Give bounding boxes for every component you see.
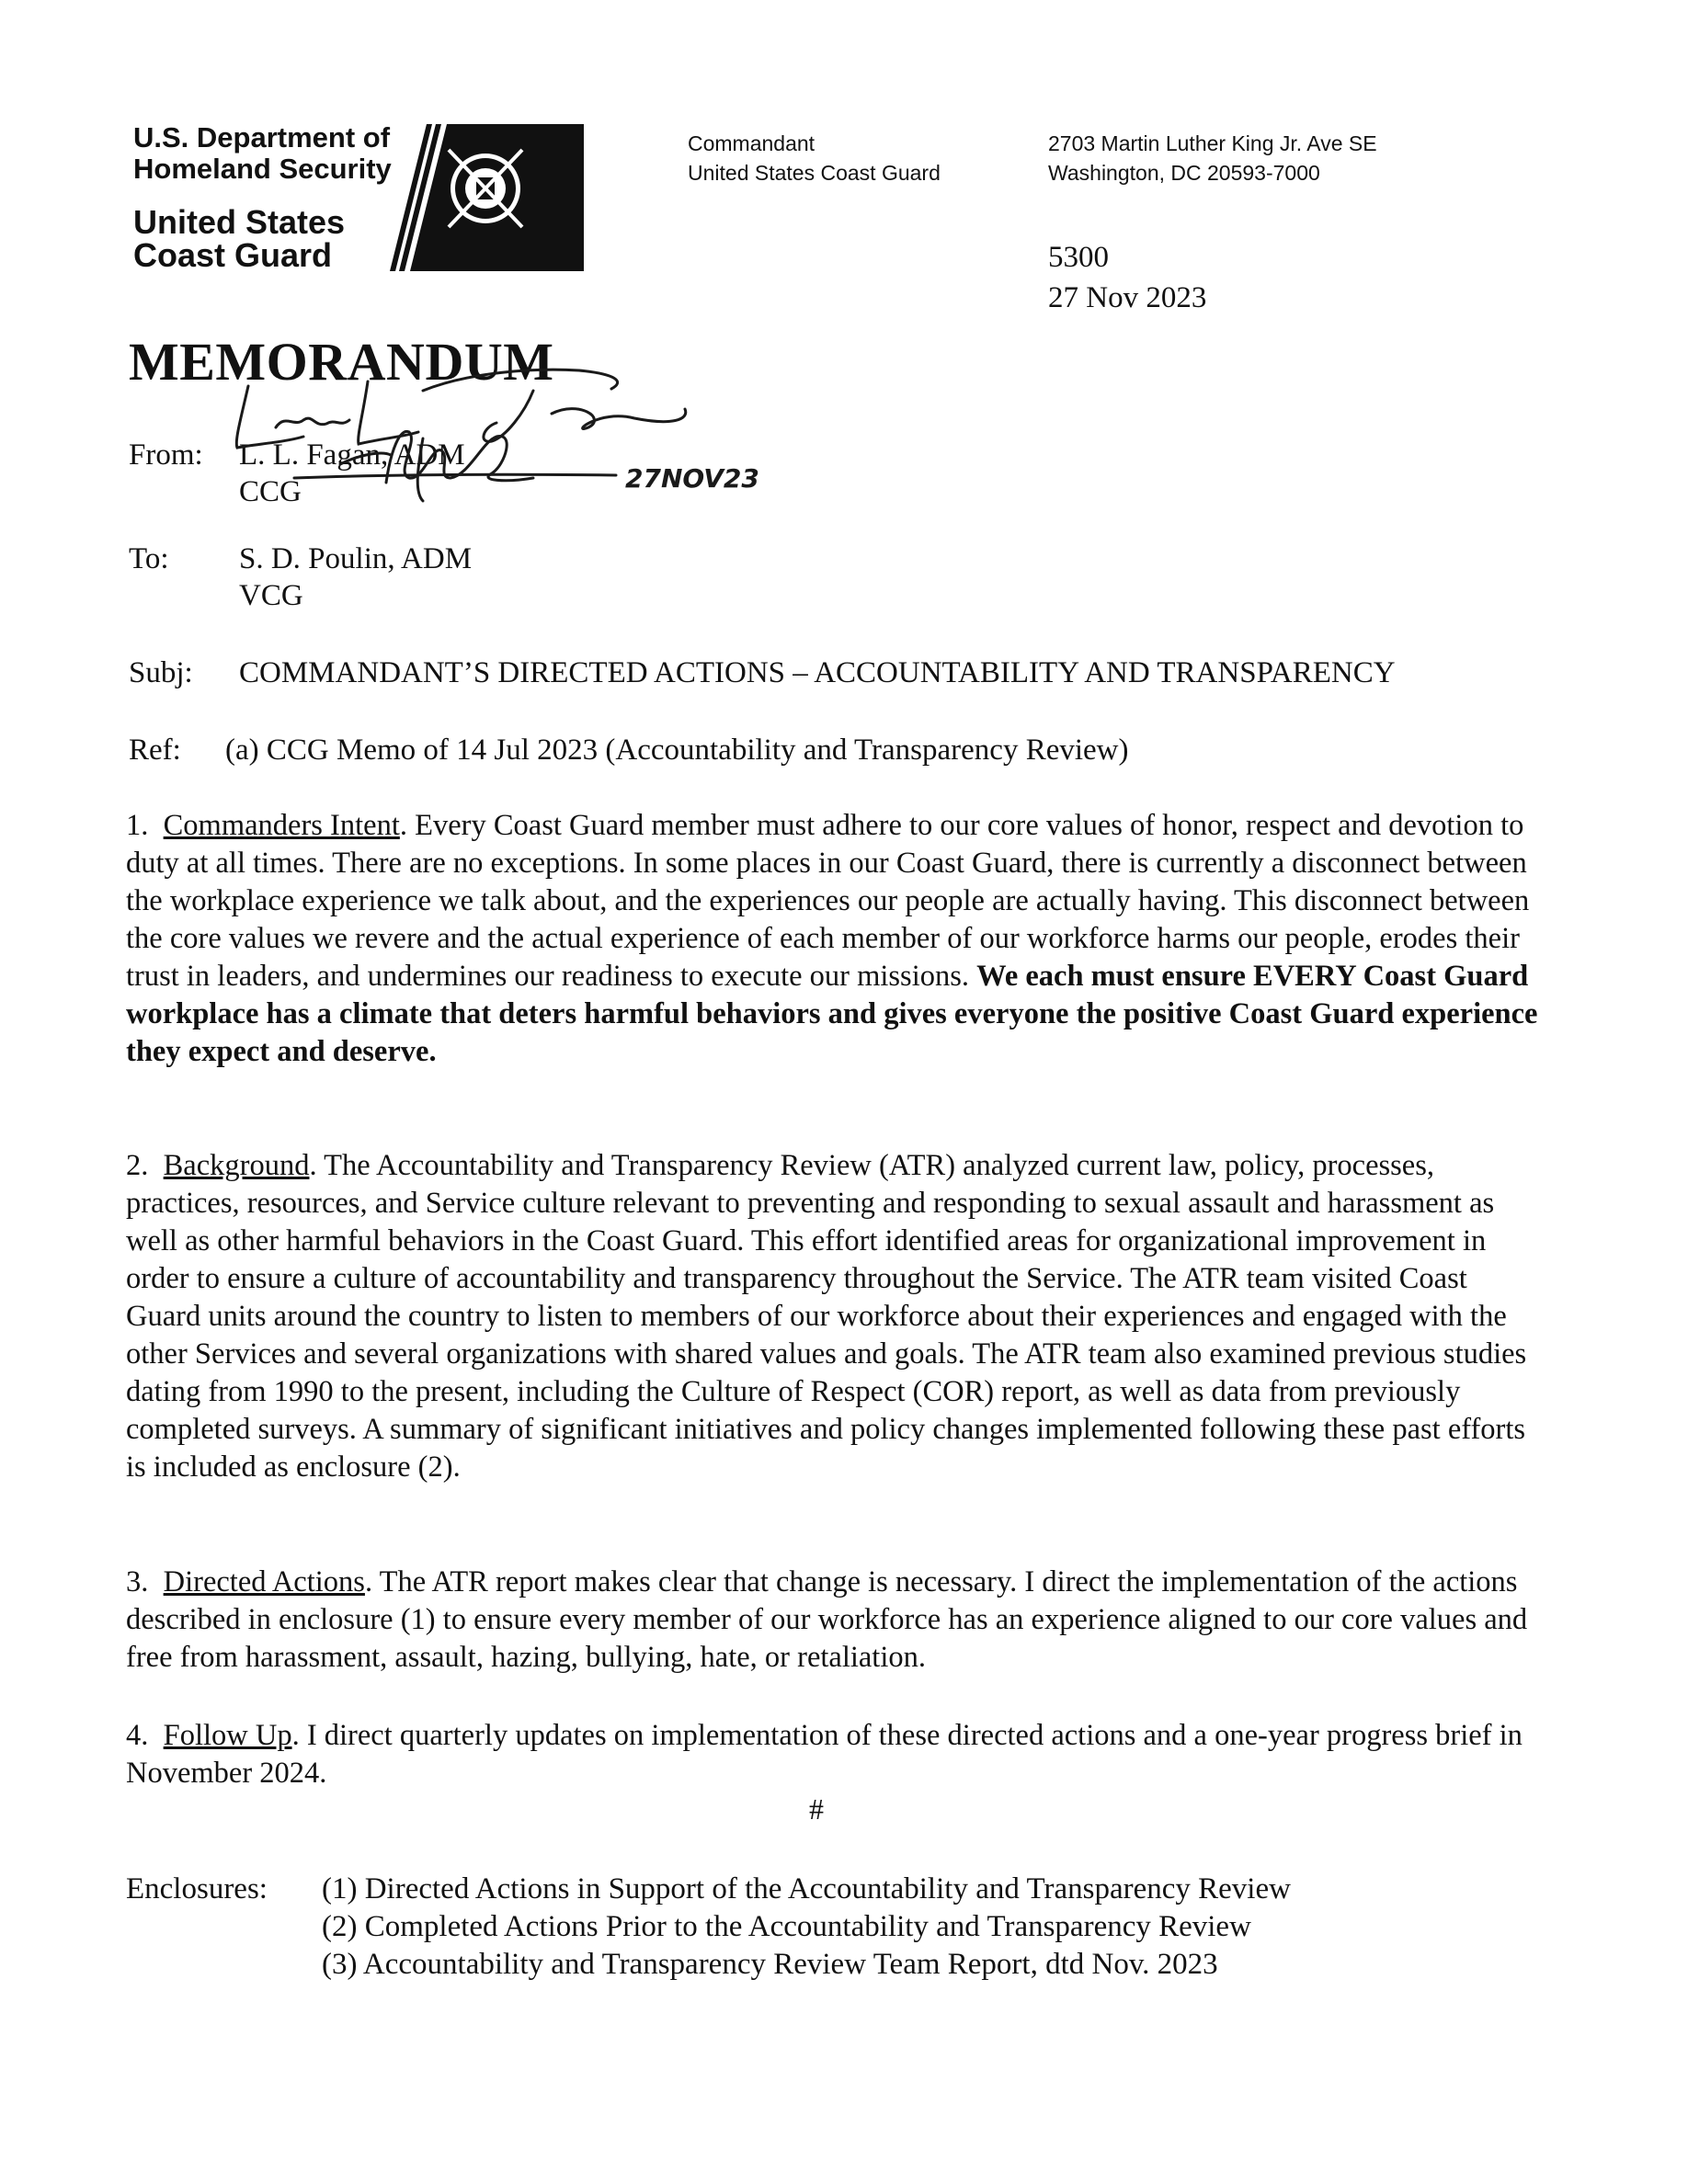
paragraph-body: . I direct quarterly updates on implementation of these directed actions and a one-year progress brief in November 2024. xyxy=(126,1719,1523,1790)
from-label: From: xyxy=(129,438,203,472)
cg-line-2: Coast Guard xyxy=(133,236,333,274)
address-block xyxy=(1048,129,1377,188)
ssic-number: 5300 xyxy=(1048,241,1109,274)
paragraph-number: 4. xyxy=(126,1719,149,1752)
enclosures-label: Enclosures: xyxy=(126,1872,268,1905)
paragraph-number: 1. xyxy=(126,809,149,842)
paragraph-1 xyxy=(126,807,1542,1071)
enclosures-list xyxy=(322,1871,1291,1984)
enclosure-item: (2) Completed Actions Prior to the Accountability and Transparency Review xyxy=(322,1910,1251,1943)
paragraph-heading: Follow Up xyxy=(163,1719,292,1752)
coast-guard-emblem-logo xyxy=(377,124,584,271)
paragraph-body: . Every Coast Guard member must adhere to our core values of honor, respect and devotion to duty at all times. There are no exceptions. In some places in our Coast Guard, there is currently a disconnect between the workplace experience we talk about, and the experiences our people are actually having. This disconnect between the core values we revere and the actual experience of each member of our workforce harms our people, erodes their trust in leaders, and undermines our readiness to execute our missions. xyxy=(126,809,1530,993)
dept-line-1: U.S. Department of xyxy=(133,121,391,154)
reference-text: (a) CCG Memo of 14 Jul 2023 (Accountability and Transparency Review) xyxy=(225,734,1129,767)
paragraph-number: 2. xyxy=(126,1149,149,1182)
paragraph-number: 3. xyxy=(126,1565,149,1598)
to-block xyxy=(239,540,472,614)
handwritten-signatures xyxy=(230,363,818,547)
ssic-date-block xyxy=(1048,237,1206,318)
reference-label: Ref: xyxy=(129,734,181,767)
subject-text: COMMANDANT’S DIRECTED ACTIONS – ACCOUNTABILITY AND TRANSPARENCY xyxy=(239,656,1396,689)
office-line-2: United States Coast Guard xyxy=(688,161,941,185)
office-block xyxy=(688,129,941,188)
paragraph-body: . The Accountability and Transparency Review (ATR) analyzed current law, policy, processes, practices, resources, and Service culture relevant to preventing and responding to sexual assault and harassment as well as other harmful behaviors in the Coast Guard. This effort identified areas for organizational improvement in order to ensure a culture of accountability and transparency throughout the Service. The ATR team visited Coast Guard units around the country to listen to members of our workforce about their experiences and engaged with the other Services and several organizations with shared values and goals. The ATR team also examined previous studies dating from 1990 to the present, including the Culture of Respect (COR) report, as well as data from previously completed surveys. A summary of significant initiatives and policy changes implemented following these past efforts is included as enclosure (2). xyxy=(126,1149,1527,1484)
enclosure-item: (3) Accountability and Transparency Review Team Report, dtd Nov. 2023 xyxy=(322,1948,1218,1981)
to-label: To: xyxy=(129,542,169,575)
subject-label: Subj: xyxy=(129,656,193,689)
paragraph-heading: Commanders Intent xyxy=(163,809,400,842)
paragraph-3 xyxy=(126,1564,1542,1677)
cg-line-1: United States xyxy=(133,203,346,241)
uscg-agency-name xyxy=(133,203,346,274)
from-name: L. L. Fagan, ADM xyxy=(239,438,465,472)
to-name: S. D. Poulin, ADM xyxy=(239,542,473,575)
paragraph-heading: Directed Actions xyxy=(163,1565,365,1598)
from-title: CCG xyxy=(239,475,302,508)
paragraph-body: . The ATR report makes clear that change is necessary. I direct the implementation of the actions described in enclosure (1) to ensure every member of our workforce has an experience aligned to our core values and free from harassment, assault, hazing, bullying, hate, or retaliation. xyxy=(126,1565,1528,1674)
address-line-1: 2703 Martin Luther King Jr. Ave SE xyxy=(1048,131,1377,155)
paragraph-2 xyxy=(126,1147,1542,1486)
end-mark: # xyxy=(809,1792,824,1826)
to-title: VCG xyxy=(239,579,303,612)
handwritten-date: 27NOV23 xyxy=(625,463,759,494)
paragraph-emphasis: We each must ensure EVERY Coast Guard workplace has a climate that deters harmful behaviors and gives everyone the positive Coast Guard experience they expect and deserve. xyxy=(126,960,1538,1068)
paragraph-4 xyxy=(126,1717,1542,1792)
memo-title: MEMORANDUM xyxy=(129,332,554,392)
dept-line-2: Homeland Security xyxy=(133,153,392,185)
enclosure-item: (1) Directed Actions in Support of the Accountability and Transparency Review xyxy=(322,1872,1291,1905)
paragraph-heading: Background xyxy=(163,1149,310,1182)
address-line-2: Washington, DC 20593-7000 xyxy=(1048,161,1320,185)
memo-date: 27 Nov 2023 xyxy=(1048,281,1207,314)
dhs-agency-name xyxy=(133,122,392,185)
office-line-1: Commandant xyxy=(688,131,815,155)
